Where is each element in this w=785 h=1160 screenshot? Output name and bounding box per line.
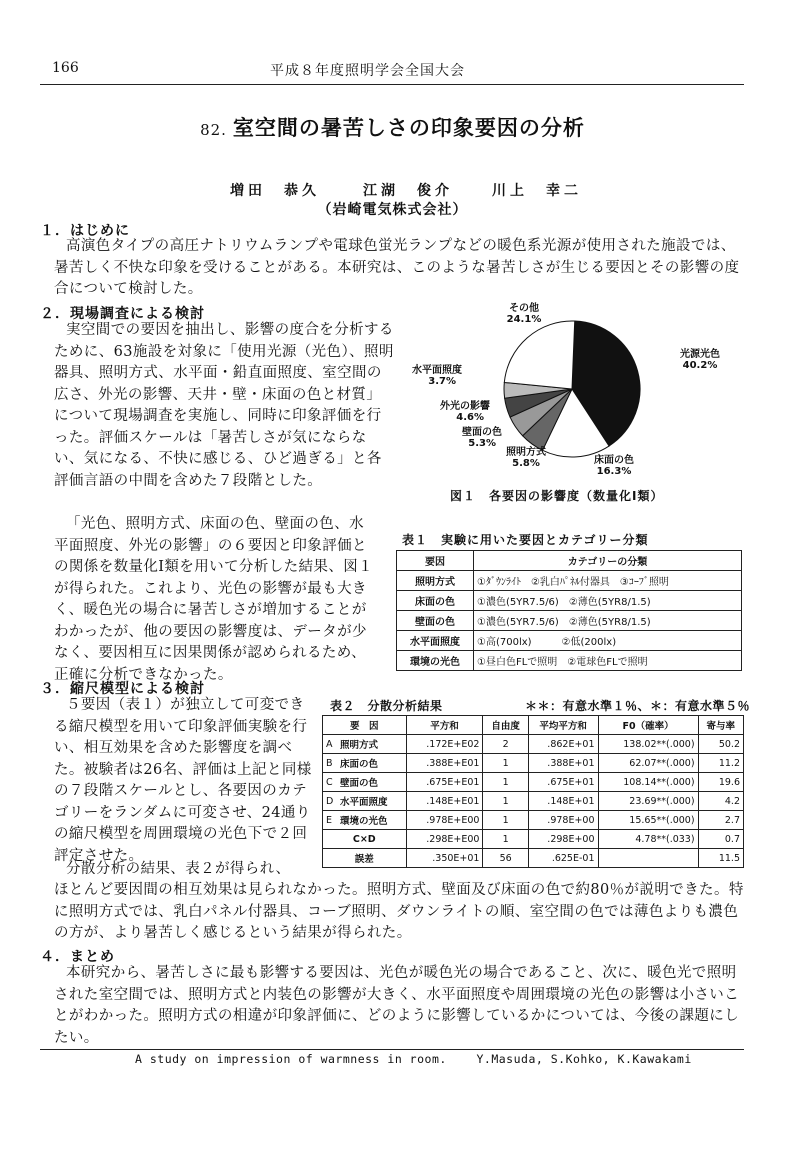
table-2-degrees-of-freedom: 1 xyxy=(483,754,528,773)
table-2-degrees-of-freedom: 1 xyxy=(483,773,528,792)
pie-slice-label: 光源光色 xyxy=(680,349,720,360)
table-2-header-ss: 平方和 xyxy=(406,716,483,735)
pie-slice-value: 3.7% xyxy=(428,376,456,387)
table-1-factor: 照明方式 xyxy=(397,571,474,591)
paper-title-text: 室空間の暑苦しさの印象要因の分析 xyxy=(232,116,585,140)
table-1-caption: 表１ 実験に用いた要因とカテゴリー分類 xyxy=(402,533,649,547)
pie-slice-label: 壁面の色 xyxy=(462,427,502,438)
table-2-sum-of-squares: .148E+E01 xyxy=(406,792,483,811)
table-row xyxy=(397,651,742,671)
table-2-factor-name: C×D xyxy=(323,830,407,849)
table-2-sum-of-squares: .350E+01 xyxy=(406,849,483,868)
section-3-text-2b: ほとんど要因間の相互効果は見られなかった。照明方式、壁面及び床面の色で約80％が説明できた。特に照明方式では、乳白パネル付器具、コーブ照明、ダウンライトの順、室空間の色では薄色よりも濃色の方が、より暑苦しく感じるという結果が得られた。 xyxy=(54,882,744,941)
pie-slice-value: 16.3% xyxy=(596,466,632,477)
table-2-f0 xyxy=(598,849,698,868)
table-2-mean-square: .978E+00 xyxy=(528,811,598,830)
table-2-contribution: 19.6 xyxy=(698,773,743,792)
table-row xyxy=(323,830,744,849)
table-2-mean-square: .862E+01 xyxy=(528,735,598,754)
author-1: 増田 恭久 xyxy=(230,183,320,199)
paper-title xyxy=(0,112,785,142)
affiliation: （岩崎電気株式会社） xyxy=(317,202,468,218)
english-footer: A study on impression of warmness in room. Y.Masuda, S.Kohko, K.Kawakami xyxy=(135,1052,692,1066)
table-2-degrees-of-freedom: 56 xyxy=(483,849,528,868)
figure-1-pie-chart xyxy=(412,303,768,508)
table-1-factor: 環境の光色 xyxy=(397,651,474,671)
pie-slice-label: 照明方式 xyxy=(506,447,546,458)
table-1-category: ①高(700lx) ②低(200lx) xyxy=(474,631,742,651)
table-1-factor: 壁面の色 xyxy=(397,611,474,631)
table-2-degrees-of-freedom: 2 xyxy=(483,735,528,754)
table-2-factor-name: 壁面の色 xyxy=(337,773,406,792)
table-row xyxy=(397,611,742,631)
table-2-factor-name: 環境の光色 xyxy=(337,811,406,830)
table-row xyxy=(397,631,742,651)
table-1-category: ①濃色(5YR7.5/6) ②薄色(5YR8/1.5) xyxy=(474,611,742,631)
table-1-header-category: カテゴリーの分類 xyxy=(474,551,742,571)
pie-slice xyxy=(504,321,574,389)
table-2-factor-name: 床面の色 xyxy=(337,754,406,773)
table-2-sum-of-squares: .675E+E01 xyxy=(406,773,483,792)
table-2-contribution: 11.2 xyxy=(698,754,743,773)
pie-slice-label: 床面の色 xyxy=(594,455,634,466)
section-3-text-2a: 分散分析の結果、表２が得られ、 xyxy=(66,861,291,877)
pie-slice-value: 5.3% xyxy=(468,438,496,449)
table-2-header-ms: 平均平方和 xyxy=(528,716,598,735)
table-2 xyxy=(322,715,744,868)
table-2-degrees-of-freedom: 1 xyxy=(483,792,528,811)
pie-slice-label: 外光の影響 xyxy=(440,401,490,412)
table-2-contribution: 11.5 xyxy=(698,849,743,868)
table-1-factor: 床面の色 xyxy=(397,591,474,611)
table-2-mean-square: .675E+01 xyxy=(528,773,598,792)
table-2-contribution: 50.2 xyxy=(698,735,743,754)
table-2-factor-name: 水平面照度 xyxy=(337,792,406,811)
footer-rule xyxy=(40,1049,744,1050)
table-2-factor-id: C xyxy=(323,773,338,792)
conference-name: 平成８年度照明学会全国大会 xyxy=(270,63,465,79)
table-2-factor-id: E xyxy=(323,811,338,830)
figure-1-caption: 図１ 各要因の影響度（数量化Ⅰ類） xyxy=(450,489,664,503)
table-1-header-factor: 要因 xyxy=(397,551,474,571)
pie-slice-label: 水平面照度 xyxy=(412,365,462,376)
table-row xyxy=(323,735,744,754)
section-2-text-2: 「光色、照明方式、床面の色、壁面の色、水平面照度、外光の影響」の６要因と印象評価との関係を数量化Ⅰ類を用いて分析した結果、図１が得られた。これより、光色の影響が最も大きく、暖色光の場合に暑苦しさが増加することがわかったが、他の要因の影響度は、データが少なく、要因相互に因果関係が認められるため、正確に分析できなかった。 xyxy=(54,516,374,683)
table-2-caption xyxy=(330,697,750,714)
table-2-sum-of-squares: .978E+E00 xyxy=(406,811,483,830)
table-1-category: ①濃色(5YR7.5/6) ②薄色(5YR8/1.5) xyxy=(474,591,742,611)
table-row xyxy=(323,792,744,811)
table-2-significance-note: ＊＊：有意水準１％、＊：有意水準５％ xyxy=(524,699,750,713)
section-2-heading: ２．現場調査による検討 xyxy=(40,306,205,322)
pie-slice-value: 40.2% xyxy=(682,360,718,371)
section-4-text: 本研究から、暑苦しさに最も影響する要因は、光色が暖色光の場合であること、次に、暖色光で照明された室空間では、照明方式と内装色の影響が大きく、水平面照度や周囲環境の光色の影響は小さいことがわかった。照明方式の相違が印象評価に、どのように影響しているかについては、今後の課題にしたい。 xyxy=(54,965,740,1046)
table-2-mean-square: .148E+01 xyxy=(528,792,598,811)
table-2-factor-id: D xyxy=(323,792,338,811)
table-2-degrees-of-freedom: 1 xyxy=(483,811,528,830)
table-1-header-row xyxy=(397,551,742,571)
table-row xyxy=(323,811,744,830)
table-row xyxy=(397,591,742,611)
table-2-factor-id: B xyxy=(323,754,338,773)
table-1-category: ①ﾀﾞｳﾝﾗｲﾄ ②乳白ﾊﾟﾈﾙ付器具 ③ｺｰﾌﾞ照明 xyxy=(474,571,742,591)
author-2: 江湖 俊介 xyxy=(363,183,453,199)
table-2-title: 表２ 分散分析結果 xyxy=(330,699,443,713)
page-number: 166 xyxy=(52,60,79,76)
author-3: 川上 幸二 xyxy=(492,183,582,199)
section-1-text: 高演色タイプの高圧ナトリウムランプや電球色蛍光ランプなどの暖色系光源が使用された施設では、暑苦しく不快な印象を受けることがある。本研究は、このような暑苦しさが生じる要因とその影響の度合について検討した。 xyxy=(54,238,740,297)
table-2-mean-square: .388E+01 xyxy=(528,754,598,773)
table-row xyxy=(397,571,742,591)
table-2-header-row xyxy=(323,716,744,735)
table-2-contribution: 4.2 xyxy=(698,792,743,811)
table-2-factor-name: 照明方式 xyxy=(337,735,406,754)
table-2-f0: 138.02**(.000) xyxy=(598,735,698,754)
table-2-contribution: 2.7 xyxy=(698,811,743,830)
table-1 xyxy=(396,550,742,671)
pie-slice-label: その他 xyxy=(509,303,539,314)
pie-slice-value: 5.8% xyxy=(512,458,540,469)
table-row xyxy=(323,754,744,773)
table-2-degrees-of-freedom: 1 xyxy=(483,830,528,849)
section-2-text-1: 実空間での要因を抽出し、影響の度合を分析するために、63施設を対象に「使用光源（光色）、照明器具、照明方式、水平面・鉛直面照度、室空間の広さ、外光の影響、天井・壁・床面の色と材質」について現場調査を実施し、同時に印象評価を行った。評価スケールは「暑苦しさが気にならない、気になる、不快に感じる、ひど過ぎる」と各評価言語の中間を含めた７段階とした。 xyxy=(54,322,394,489)
table-2-header-factor: 要 因 xyxy=(323,716,407,735)
table-row xyxy=(323,773,744,792)
table-1-category: ①昼白色FLで照明 ②電球色FLで照明 xyxy=(474,651,742,671)
header-rule xyxy=(40,84,744,85)
table-2-f0: 108.14**(.000) xyxy=(598,773,698,792)
table-2-f0: 62.07**(.000) xyxy=(598,754,698,773)
table-2-factor-name: 誤差 xyxy=(323,849,407,868)
table-2-f0: 15.65**(.000) xyxy=(598,811,698,830)
table-2-sum-of-squares: .172E+E02 xyxy=(406,735,483,754)
table-2-header-f0: F0（確率） xyxy=(598,716,698,735)
table-2-factor-id: A xyxy=(323,735,338,754)
table-row xyxy=(323,849,744,868)
table-2-contribution: 0.7 xyxy=(698,830,743,849)
table-2-mean-square: .625E-01 xyxy=(528,849,598,868)
table-2-f0: 4.78**(.033) xyxy=(598,830,698,849)
paper-number: 82. xyxy=(200,121,227,139)
table-2-sum-of-squares: .298E+E00 xyxy=(406,830,483,849)
pie-slice-value: 4.6% xyxy=(456,412,484,423)
pie-slice-value: 24.1% xyxy=(506,314,542,325)
table-2-header-contrib: 寄与率 xyxy=(698,716,743,735)
table-2-mean-square: .298E+00 xyxy=(528,830,598,849)
section-4-heading: ４．まとめ xyxy=(40,949,115,965)
table-2-header-df: 自由度 xyxy=(483,716,528,735)
table-2-f0: 23.69**(.000) xyxy=(598,792,698,811)
table-1-factor: 水平面照度 xyxy=(397,631,474,651)
table-2-sum-of-squares: .388E+E01 xyxy=(406,754,483,773)
section-3-text-1: ５要因（表１）が独立して可変できる縮尺模型を用いて印象評価実験を行い、相互効果を含めた影響度を調べた。被験者は26名、評価は上記と同様の７段階スケールとし、各要因のカテゴリーをランダムに可変させ、24通りの縮尺模型を周囲環境の光色下で２回評定させた。 xyxy=(54,697,312,864)
section-1-heading: １．はじめに xyxy=(40,223,130,239)
section-3-heading: ３．縮尺模型による検討 xyxy=(40,681,205,697)
